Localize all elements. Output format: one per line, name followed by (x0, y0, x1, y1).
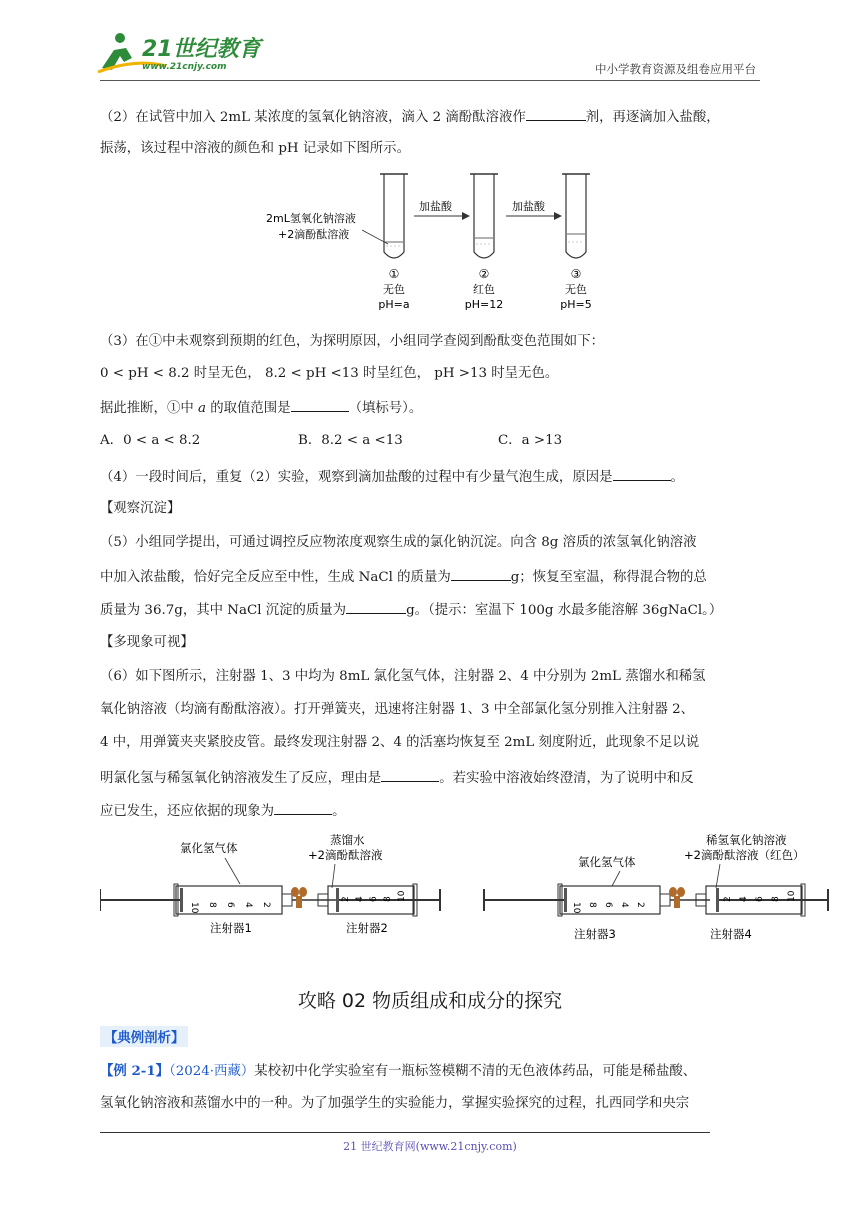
spring-clip-icon (291, 887, 307, 908)
tube-3-color: 无色 (565, 283, 587, 296)
svg-text:4: 4 (243, 902, 253, 908)
gas-label-left: 氯化氢气体 (180, 841, 238, 855)
svg-text:8: 8 (587, 902, 597, 908)
example-label: 【例 2-1】 (100, 1063, 170, 1079)
footer-rule (100, 1132, 710, 1133)
svg-text:6: 6 (603, 902, 613, 908)
logo-url: www.21cnjy.com (142, 62, 227, 72)
svg-text:6: 6 (369, 896, 379, 902)
svg-text:2: 2 (723, 896, 733, 902)
svg-text:2: 2 (635, 902, 645, 908)
answer-blank (381, 767, 439, 782)
syringe-2-label: 注射器2 (346, 921, 388, 935)
q3-line2: 0 < pH < 8.2 时呈无色， 8.2 < pH <13 时呈红色， pH >13 时呈无色。 (100, 366, 559, 381)
svg-text:4: 4 (739, 896, 749, 902)
tube-3-ph: pH=5 (560, 298, 592, 311)
tube-1-color: 无色 (383, 283, 405, 296)
tube-3-num: ③ (570, 267, 582, 281)
q3-line1: （3）在①中未观察到预期的红色，为探明原因，小组同学查阅到酚酞变色范围如下： (100, 334, 604, 349)
example-line2: 氢氧化钠溶液和蒸馏水中的一种。为了加强学生的实验能力，掌握实验探究的过程，扎西同学和央宗 (100, 1096, 690, 1111)
section-visual: 【多现象可视】 (100, 635, 194, 650)
reagent-label-2: +2滴酚酞溶液 (278, 228, 350, 241)
test-tube-1 (380, 174, 408, 258)
tube-1-ph: pH=a (378, 298, 410, 311)
tube-figure (262, 168, 602, 318)
svg-text:10: 10 (571, 902, 581, 914)
q5-line3: 质量为 36.7g，其中 NaCl 沉淀的质量为 g。（提示：室温下 100g 水最多能溶解 36gNaCl。） (100, 599, 780, 621)
test-tube-3 (562, 174, 590, 258)
q6-line4: 明氯化氢与稀氢氧化钠溶液发生了反应，理由是 。若实验中溶液始终澄清，为了说明中和反 (100, 767, 780, 789)
svg-text:4: 4 (355, 896, 365, 902)
example-tag: 【典例剖析】 (100, 1026, 188, 1047)
answer-blank (613, 466, 671, 481)
logo-text: 21世纪教育 (142, 37, 261, 62)
svg-text:6: 6 (755, 896, 765, 902)
reagent-label-1: 2mL氢氧化钠溶液 (266, 212, 356, 225)
answer-blank (274, 800, 332, 815)
syringe-4-label: 注射器4 (710, 927, 752, 941)
header-rule (100, 80, 760, 81)
tube-2-color: 红色 (473, 283, 495, 296)
answer-blank (291, 397, 349, 412)
answer-blank (346, 599, 406, 614)
q3-options (100, 431, 780, 451)
q4-line1: （4）一段时间后，重复（2）实验，观察到滴加盐酸的过程中有少量气泡生成，原因是 。 (100, 466, 780, 488)
scale-syringe-3 (571, 902, 645, 914)
syringe-2 (318, 884, 440, 916)
spring-clip-icon (669, 887, 685, 908)
q3-line3: 据此推断，①中 a 的取值范围是 （填标号）。 (100, 397, 780, 419)
option-b[interactable]: B．8.2 < a <13 (298, 433, 403, 448)
arrow-label-1: 加盐酸 (419, 200, 452, 213)
answer-blank (451, 566, 511, 581)
example-line1: 【例 2-1】（2024·西藏）某校初中化学实验室有一瓶标签模糊不清的无色液体药品，可能是稀盐酸、 (100, 1063, 697, 1079)
arrow-label-2: 加盐酸 (512, 200, 545, 213)
svg-text:6: 6 (225, 902, 235, 908)
q6-line3: 4 中，用弹簧夹夹紧胶皮管。最终发现注射器 2、4 的活塞均恢复至 2mL 刻度附近，此现象不足以说 (100, 735, 700, 750)
svg-text:8: 8 (207, 902, 217, 908)
option-a[interactable]: A．0 < a < 8.2 (100, 433, 201, 448)
syringe-4 (696, 884, 828, 916)
naoh-label-1: 稀氢氧化钠溶液 (706, 833, 787, 847)
svg-text:2: 2 (261, 902, 271, 908)
tube-2-ph: pH=12 (464, 298, 504, 311)
tube-1-num: ① (388, 267, 400, 281)
svg-text:10: 10 (189, 902, 199, 914)
svg-text:8: 8 (771, 896, 781, 902)
q2-line1: （2）在试管中加入 2mL 某浓度的氢氧化钠溶液，滴入 2 滴酚酞溶液作 剂，再逐滴加入盐酸， (100, 106, 780, 128)
q6-line2: 氧化钠溶液（均滴有酚酞溶液）。打开弹簧夹，迅速将注射器 1、3 中全部氯化氢分别推入注射器 2、 (100, 702, 695, 717)
syringe-3-label: 注射器3 (574, 927, 616, 941)
syringe-figure (100, 826, 840, 944)
water-label-2: +2滴酚酞溶液 (308, 848, 383, 862)
water-label-1: 蒸馏水 (330, 833, 365, 847)
q2-line2: 振荡，该过程中溶液的颜色和 pH 记录如下图所示。 (100, 141, 410, 156)
option-c[interactable]: C．a >13 (498, 433, 563, 448)
scale-syringe-2 (341, 890, 407, 902)
tube-2-num: ② (478, 267, 490, 281)
q6-line1: （6）如下图所示，注射器 1、3 中均为 8mL 氯化氢气体，注射器 2、4 中分别为 2mL 蒸馏水和稀氢 (100, 669, 706, 684)
section-observe: 【观察沉淀】 (100, 501, 181, 516)
q5-line1: （5）小组同学提出，可通过调控反应物浓度观察生成的氯化钠沉淀。向含 8g 溶质的浓氢氧化钠溶液 (100, 535, 697, 550)
svg-text:4: 4 (619, 902, 629, 908)
scale-syringe-1 (189, 902, 271, 914)
syringe-1-label: 注射器1 (210, 921, 252, 935)
svg-text:2: 2 (341, 896, 351, 902)
q6-line5: 应已发生，还应依据的现象为 。 (100, 800, 780, 822)
example-source: （2024·西藏） (169, 1064, 255, 1079)
section-title: 攻略 02 物质组成和成分的探究 (297, 990, 563, 1012)
test-tube-2 (470, 174, 498, 258)
footer-link[interactable]: 21 世纪教育网(www.21cnjy.com) (343, 1140, 517, 1153)
gas-label-right: 氯化氢气体 (578, 855, 636, 869)
svg-text:10: 10 (787, 890, 797, 902)
answer-blank (526, 106, 586, 121)
naoh-label-2: +2滴酚酞溶液（红色） (684, 848, 805, 862)
header-platform-text: 中小学教育资源及组卷应用平台 (595, 62, 756, 76)
svg-text:8: 8 (383, 896, 393, 902)
q5-line2: 中加入浓盐酸，恰好完全反应至中性，生成 NaCl 的质量为 g；恢复至室温，称得混合物的总 (100, 566, 780, 588)
svg-text:10: 10 (397, 890, 407, 902)
